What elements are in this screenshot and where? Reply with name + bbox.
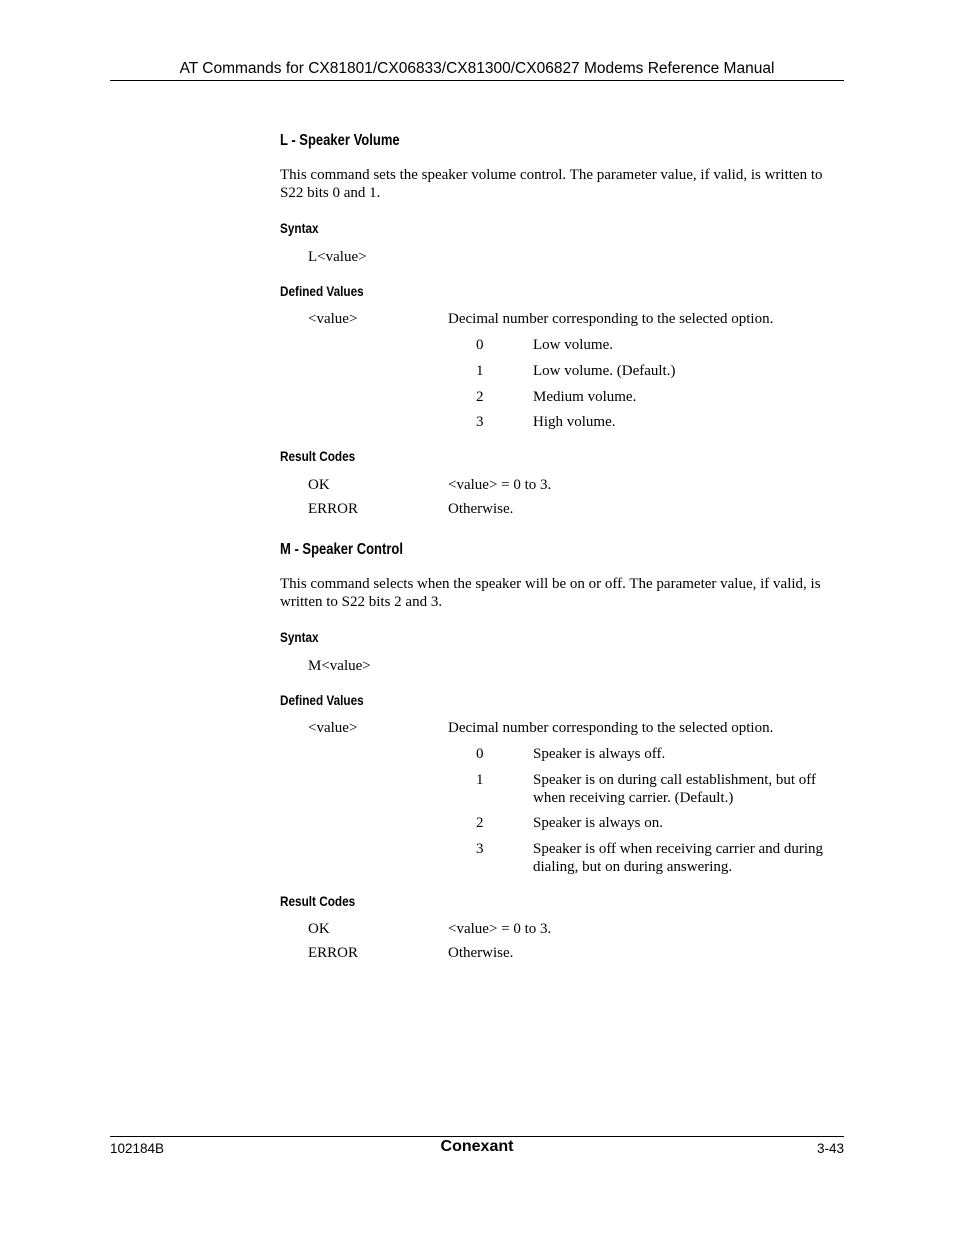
section-heading: M - Speaker Control [280, 541, 403, 558]
result-code: OK [308, 921, 330, 937]
option-text: Speaker is always off. [533, 746, 666, 762]
option-number: 1 [476, 363, 484, 379]
section-heading: L - Speaker Volume [280, 132, 400, 149]
option-text: High volume. [533, 414, 616, 430]
result-code-description: Otherwise. [448, 945, 514, 961]
result-code-description: Otherwise. [448, 501, 514, 517]
section-description: This command sets the speaker volume control. The parameter value, if valid, is written to S22 bits 0 and 1. [280, 167, 823, 201]
result-code: ERROR [308, 945, 359, 961]
result-codes-heading: Result Codes [280, 448, 356, 464]
result-code: OK [308, 477, 330, 493]
defined-values-heading: Defined Values [280, 692, 364, 708]
option-text: Low volume. [533, 337, 613, 353]
option-number: 0 [476, 746, 484, 762]
option-text: Medium volume. [533, 389, 637, 405]
option-number: 2 [476, 389, 484, 405]
option-text: Low volume. (Default.) [533, 363, 676, 379]
footer-rule [110, 1136, 844, 1137]
page-number: 3-43 [816, 1141, 844, 1156]
header-rule [110, 80, 844, 81]
option-text: Speaker is always on. [533, 815, 663, 831]
result-code: ERROR [308, 501, 359, 517]
param-description: Decimal number corresponding to the selected option. [448, 720, 774, 736]
result-codes-heading: Result Codes [280, 893, 356, 909]
header-title: AT Commands for CX81801/CX06833/CX81300/CX06827 Modems Reference Manual [179, 60, 775, 77]
result-code-description: <value> = 0 to 3. [448, 477, 552, 493]
option-number: 3 [476, 414, 484, 430]
option-number: 2 [476, 815, 484, 831]
option-number: 3 [476, 841, 484, 857]
option-text: Speaker is on during call establishment, but off when receiving carrier. (Default.) [533, 772, 817, 806]
param-name: <value> [308, 311, 358, 327]
syntax-text: L<value> [308, 249, 367, 265]
section-description: This command selects when the speaker will be on or off. The parameter value, if valid, is written to S22 bits 2 and 3. [280, 576, 821, 610]
option-number: 1 [476, 772, 484, 788]
param-description: Decimal number corresponding to the selected option. [448, 311, 774, 327]
defined-values-heading: Defined Values [280, 283, 364, 299]
doc-number: 102184B [110, 1141, 165, 1156]
option-text: Speaker is off when receiving carrier and during dialing, but on during answering. [533, 841, 824, 875]
result-code-description: <value> = 0 to 3. [448, 921, 552, 937]
syntax-heading: Syntax [280, 220, 319, 236]
company-name: Conexant [440, 1138, 514, 1155]
syntax-text: M<value> [308, 658, 371, 674]
syntax-heading: Syntax [280, 629, 319, 645]
option-number: 0 [476, 337, 484, 353]
param-name: <value> [308, 720, 358, 736]
